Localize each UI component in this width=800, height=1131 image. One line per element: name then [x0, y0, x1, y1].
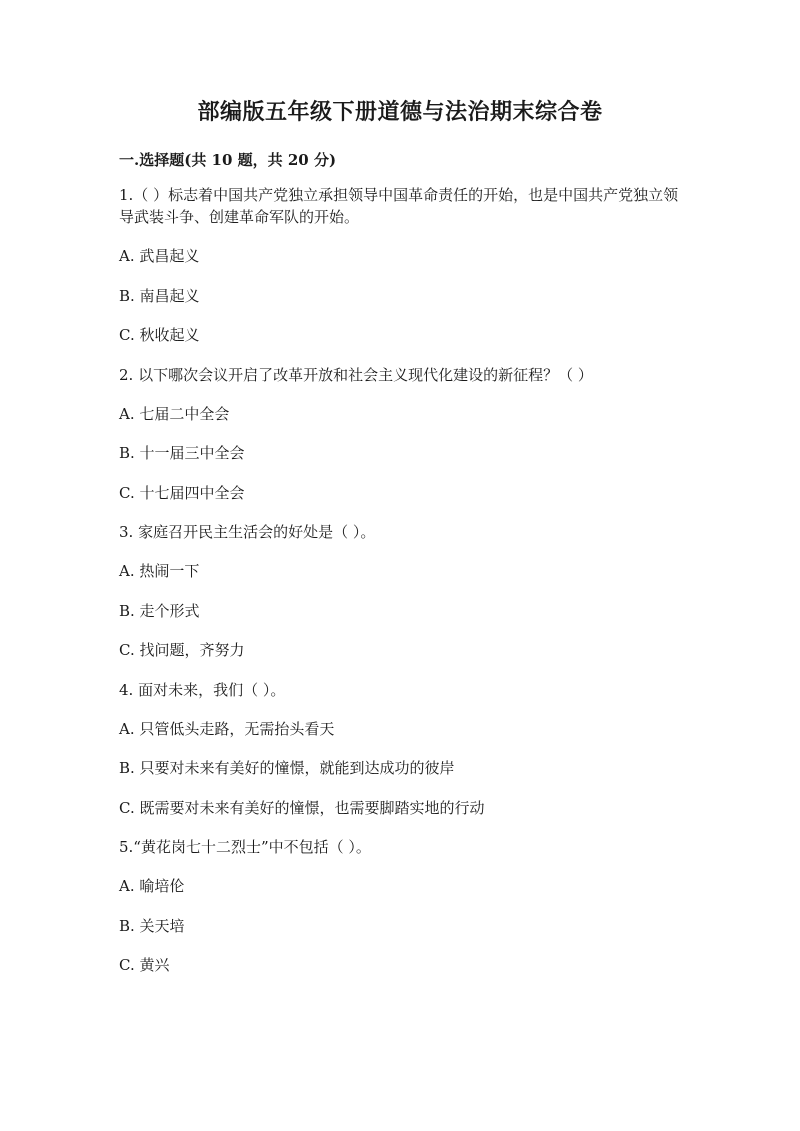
option-c: C. 黄兴 — [119, 956, 170, 974]
option-b: B. 走个形式 — [119, 601, 200, 620]
section-heading: 一.选择题(共 10 题，共 20 分) — [119, 151, 337, 169]
question-stem: 5.“黄花岗七十二烈士”中不包括（ ）。 — [119, 838, 371, 856]
option-a: A. 七届二中全会 — [119, 404, 230, 423]
option-c: C. 秋收起义 — [119, 326, 200, 344]
option-b: B. 十一届三中全会 — [119, 444, 245, 462]
option-a: A. 喻培伦 — [119, 877, 185, 895]
option-a: A. 热闹一下 — [119, 562, 200, 580]
question-1 — [119, 184, 689, 346]
option-a: A. 只管低头走路，无需抬头看天 — [119, 719, 335, 738]
option-b: B. 关天培 — [119, 916, 185, 935]
question-5 — [119, 836, 689, 976]
option-c: C. 十七届四中全会 — [119, 483, 245, 502]
option-b: B. 南昌起义 — [119, 286, 200, 305]
question-2 — [119, 364, 689, 504]
question-stem: 3. 家庭召开民主生活会的好处是（ ）。 — [119, 523, 376, 541]
question-stem: 4. 面对未来，我们（ ）。 — [119, 680, 286, 699]
option-c: C. 既需要对未来有美好的憧憬，也需要脚踏实地的行动 — [119, 798, 485, 817]
page-title: 部编版五年级下册道德与法治期末综合卷 — [197, 99, 603, 125]
option-b: B. 只要对未来有美好的憧憬，就能到达成功的彼岸 — [119, 759, 455, 777]
question-stem: 1.（ ）标志着中国共产党独立承担领导中国革命责任的开始，也是中国共产党独立领导武装斗争、创建革命军队的开始。 — [119, 186, 679, 226]
question-list — [119, 184, 689, 994]
option-a: A. 武昌起义 — [119, 247, 200, 265]
question-3 — [119, 521, 689, 661]
question-stem: 2. 以下哪次会议开启了改革开放和社会主义现代化建设的新征程？（ ） — [119, 365, 593, 384]
question-4 — [119, 679, 689, 819]
option-c: C. 找问题，齐努力 — [119, 641, 245, 659]
